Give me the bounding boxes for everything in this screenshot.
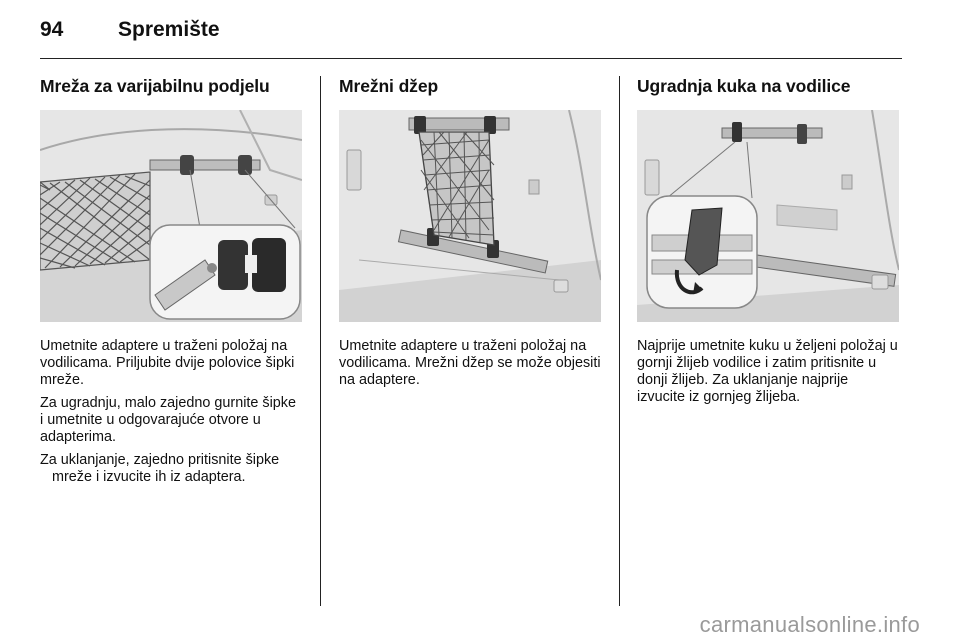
paragraph: Najprije umetnite kuku u željeni položaj u gornji žlijeb vodilice i zatim pritisnite u donji žlijeb. Za uklanjanje najprije izvucite iz gornjeg žlijeba. <box>637 338 898 405</box>
column-divider <box>320 76 321 606</box>
section-title: Ugradnja kuka na vodilice <box>637 76 851 96</box>
paragraph: Umetnite adaptere u traženi položaj na vodilicama. Priljubite dvije polovice šipki mreže. <box>40 338 295 388</box>
watermark: carmanualsonline.info <box>699 612 920 637</box>
page-number: 94 <box>40 18 64 41</box>
paragraph: Za uklanjanje, zajedno pritisnite šipke mreže i izvucite ih iz adaptera. <box>40 452 280 485</box>
figure-variable-net-illustration <box>40 110 302 322</box>
section-net-pocket <box>339 76 601 395</box>
page-header <box>40 18 220 48</box>
section-title: Mreža za varijabilnu podjelu <box>40 76 270 96</box>
paragraph: Za ugradnju, malo zajedno gurnite šipke i umetnite u odgovarajuće otvore u adapterima. <box>40 395 296 445</box>
paragraph: Umetnite adaptere u traženi položaj na vodilicama. Mrežni džep se može objesiti na adaptere. <box>339 338 601 388</box>
section-variable-net <box>40 76 302 492</box>
section-title: Mrežni džep <box>339 76 439 96</box>
section-hook-installation <box>637 76 899 412</box>
net-pocket-illustration-icon <box>339 110 601 322</box>
hook-illustration-icon <box>637 110 899 322</box>
figure-hook-installation-illustration <box>637 110 899 322</box>
header-rule <box>40 58 902 59</box>
net-illustration-icon <box>40 110 302 322</box>
column-divider <box>619 76 620 606</box>
figure-net-pocket-illustration <box>339 110 601 322</box>
chapter-title: Spremište <box>118 18 220 41</box>
